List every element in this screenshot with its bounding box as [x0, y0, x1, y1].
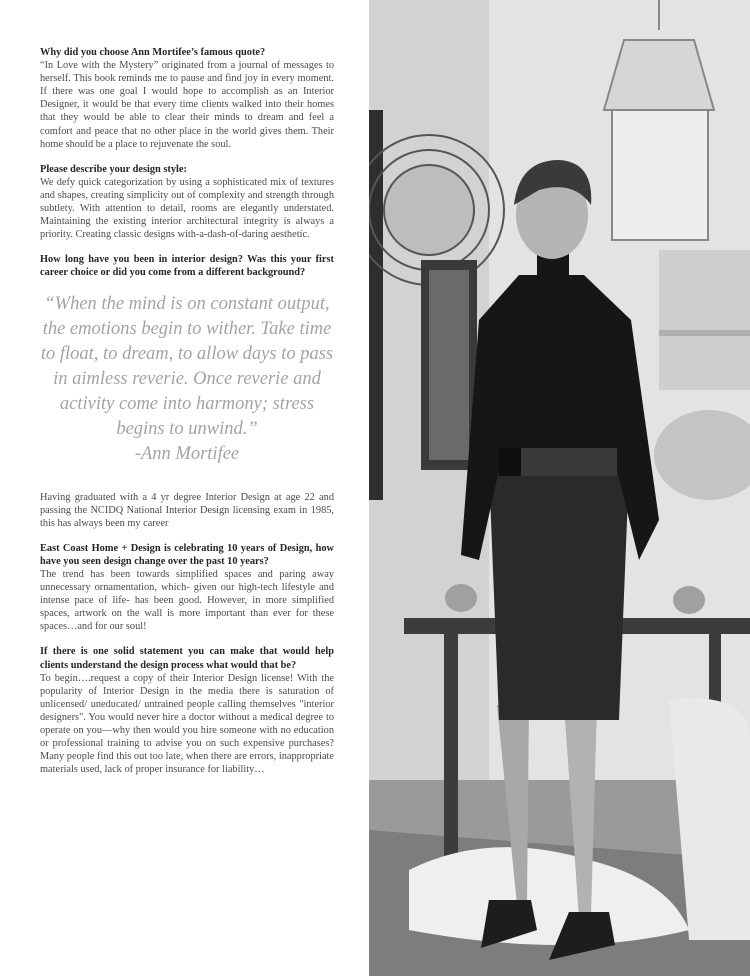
question-design-process: If there is one solid statement you can make that would help clients understand the design process what would that be? — [40, 646, 334, 671]
answer-career: Having graduated with a 4 yr degree Interior Design at age 22 and passing the NCIDQ National Interior Design licensing exam in 1985, this has always been my career — [40, 491, 334, 529]
question-career: How long have you been in interior design? Was this your first career choice or did you come from a different background? — [40, 254, 334, 279]
answer-quote-choice: “In Love with the Mystery” originated from a journal of messages to herself. This book reminds me to pause and find joy in every moment. If there was one goal I would hope to accomplish as an Interior Designer, it would be that every time clients walked into their homes that they would be able to clear their minds to dream and feel a comfort and peace that no other place in the world gives them. Their home should be a place to rejuvenate the soul. — [40, 60, 334, 150]
pull-quote-text: “When the mind is on constant output, the emotions begin to wither. Take time to float, to dream, to allow days to pass in aimless reverie. Once reverie and activity come into harmony; stress begins to unwind.” — [40, 293, 334, 439]
question-design-style: Please describe your design style: — [40, 163, 187, 175]
answer-design-process: To begin….request a copy of their Interior Design license! With the popularity of Interior Design in the media there is saturation of unlicensed/ uneducated/ untrained people calling themselves "interior designers". You would never hire a doctor without a medical degree to operate on you—why then would you hire someone with no education or professional training to advise you on such expensive purchases? Many people find this out too late, when there are errors, inappropriate materials used, lack of proper insurance for liability… — [40, 672, 334, 776]
designer-portrait-photo — [369, 0, 750, 976]
pull-quote — [34, 292, 340, 467]
interview-column — [40, 46, 334, 788]
question-quote-choice: Why did you choose Ann Mortifee’s famous quote? — [40, 47, 266, 58]
question-design-change: East Coast Home + Design is celebrating 10 years of Design, how have you seen design change over the past 10 years? — [40, 542, 334, 567]
answer-design-style: We defy quick categorization by using a sophisticated mix of textures and shapes, creating simplicity out of complexity and strength through subtlety. With attention to detail, rooms are elegantly understated. Maintaining the existing interior architectural integrity is always a priority. Creating classic designs with-a-dash-of-daring aesthetic. — [40, 176, 334, 241]
answer-design-change: The trend has been towards simplified spaces and paring away unnecessary ornamentation, which- given our high-tech lifestyle and intense pace of life- has been good. However, in more simplified spaces, artwork on the wall is more important than ever for these spaces…and for our soul! — [40, 568, 334, 633]
pull-quote-attribution: -Ann Mortifee — [134, 443, 240, 464]
